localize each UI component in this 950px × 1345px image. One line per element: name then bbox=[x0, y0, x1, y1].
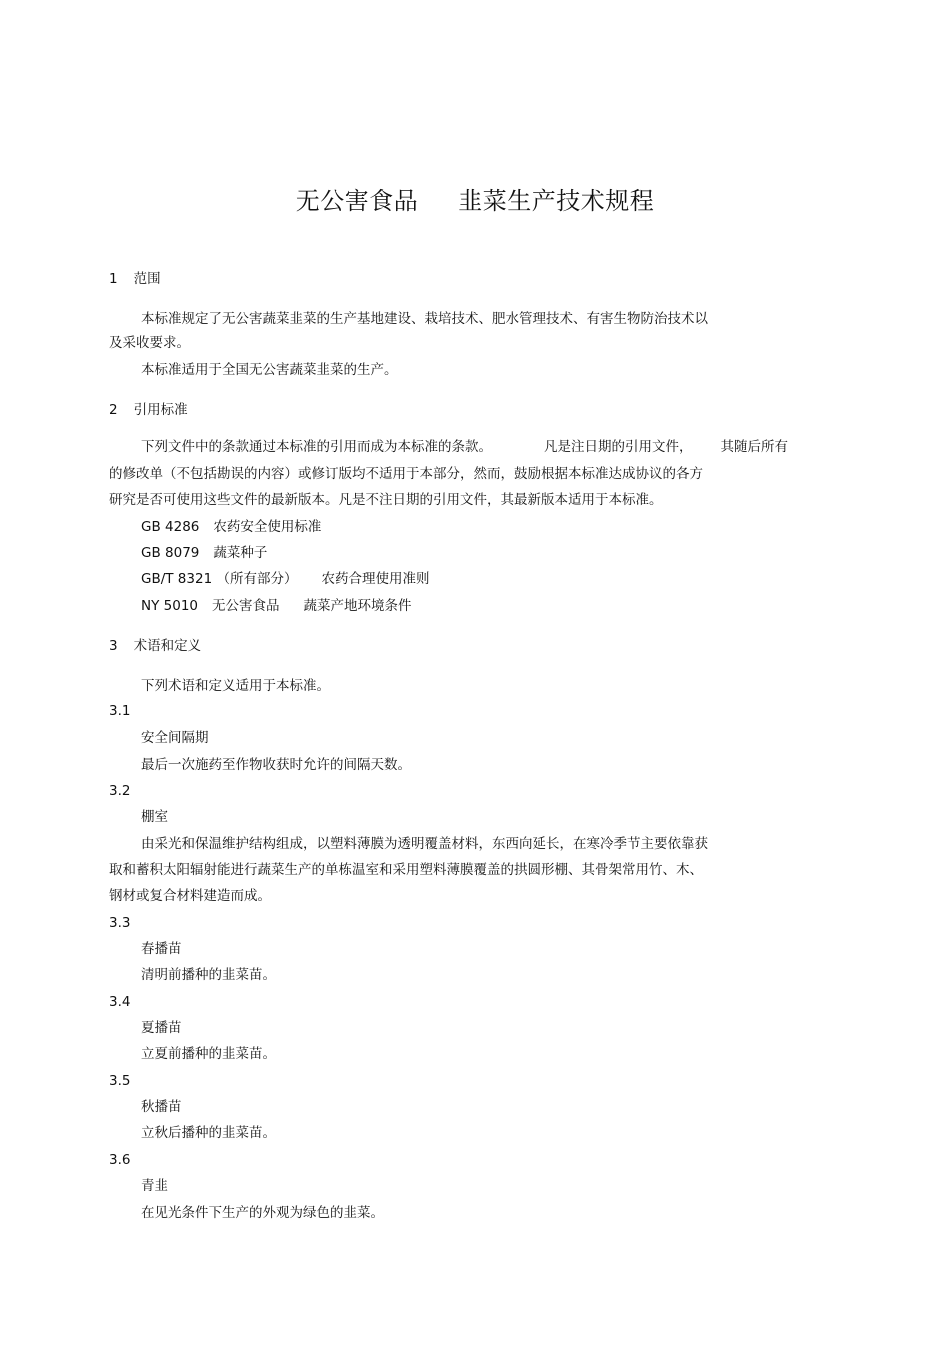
reference-name: 农药安全使用标准 bbox=[213, 519, 322, 535]
section-title: 术语和定义 bbox=[133, 638, 202, 654]
term-name: 夏播苗 bbox=[141, 1020, 182, 1036]
term-number: 3.3 bbox=[109, 915, 131, 931]
term-name: 安全间隔期 bbox=[141, 730, 209, 746]
reference-name-2: 蔬菜产地环境条件 bbox=[303, 598, 412, 614]
reference-code: NY 5010 bbox=[141, 598, 198, 614]
reference-item bbox=[141, 518, 321, 536]
term-definition: 立夏前播种的韭菜苗。 bbox=[141, 1046, 276, 1062]
text-run: 其随后所有 bbox=[720, 439, 788, 455]
term-definition: 立秋后播种的韭菜苗。 bbox=[141, 1125, 276, 1141]
section-1-heading bbox=[109, 270, 161, 288]
text-run: 凡是注日期的引用文件， bbox=[544, 439, 693, 455]
term-number: 3.6 bbox=[109, 1152, 131, 1168]
term-name: 秋播苗 bbox=[141, 1099, 182, 1115]
term-definition: 取和蓄积太阳辐射能进行蔬菜生产的单栋温室和采用塑料薄膜覆盖的拱圆形棚、其骨架常用竹、木、 bbox=[109, 862, 703, 878]
term-definition: 在见光条件下生产的外观为绿色的韭菜。 bbox=[141, 1205, 384, 1221]
paragraph-line: 研究是否可使用这些文件的最新版本。凡是不注日期的引用文件，其最新版本适用于本标准。 bbox=[109, 492, 663, 508]
section-number: 3 bbox=[109, 638, 118, 654]
reference-code: GB 8079 bbox=[141, 545, 200, 561]
paragraph-line: 的修改单（不包括勘误的内容）或修订版均不适用于本部分，然而，鼓励根据本标准达成协议的各方 bbox=[109, 466, 703, 482]
paragraph-line: 本标准规定了无公害蔬菜韭菜的生产基地建设、栽培技术、肥水管理技术、有害生物防治技术以 bbox=[141, 311, 708, 327]
reference-name: 蔬菜种子 bbox=[213, 545, 268, 561]
reference-item bbox=[141, 597, 412, 615]
document-title bbox=[0, 181, 950, 216]
title-part-2: 韭菜生产技术规程 bbox=[458, 187, 655, 215]
term-definition: 钢材或复合材料建造而成。 bbox=[109, 888, 271, 904]
title-part-1: 无公害食品 bbox=[295, 187, 419, 215]
reference-item bbox=[141, 544, 267, 562]
reference-code: GB 4286 bbox=[141, 519, 200, 535]
reference-code: GB/T 8321 （所有部分） bbox=[141, 571, 298, 587]
section-number: 2 bbox=[109, 402, 118, 418]
term-name: 棚室 bbox=[141, 809, 168, 825]
section-number: 1 bbox=[109, 271, 118, 287]
reference-name: 无公害食品 bbox=[212, 598, 280, 614]
paragraph-line: 下列术语和定义适用于本标准。 bbox=[141, 678, 330, 694]
term-definition: 清明前播种的韭菜苗。 bbox=[141, 967, 276, 983]
section-title: 引用标准 bbox=[133, 402, 188, 418]
reference-name: 农药合理使用准则 bbox=[321, 571, 430, 587]
term-number: 3.4 bbox=[109, 994, 131, 1010]
section-title: 范围 bbox=[133, 271, 161, 287]
term-number: 3.5 bbox=[109, 1073, 131, 1089]
term-definition: 最后一次施药至作物收获时允许的间隔天数。 bbox=[141, 757, 411, 773]
term-definition: 由采光和保温维护结构组成，以塑料薄膜为透明覆盖材料，东西向延长，在寒冷季节主要依靠获 bbox=[141, 836, 708, 852]
term-name: 春播苗 bbox=[141, 941, 182, 957]
paragraph-line: 及采收要求。 bbox=[109, 335, 190, 351]
term-name: 青韭 bbox=[141, 1178, 168, 1194]
text-run: 下列文件中的条款通过本标准的引用而成为本标准的条款。 bbox=[141, 439, 492, 455]
paragraph-line bbox=[141, 438, 788, 456]
section-3-heading bbox=[109, 637, 201, 655]
reference-item bbox=[141, 570, 429, 588]
paragraph-line: 本标准适用于全国无公害蔬菜韭菜的生产。 bbox=[141, 362, 398, 378]
term-number: 3.2 bbox=[109, 783, 131, 799]
section-2-heading bbox=[109, 401, 188, 419]
term-number: 3.1 bbox=[109, 703, 131, 719]
